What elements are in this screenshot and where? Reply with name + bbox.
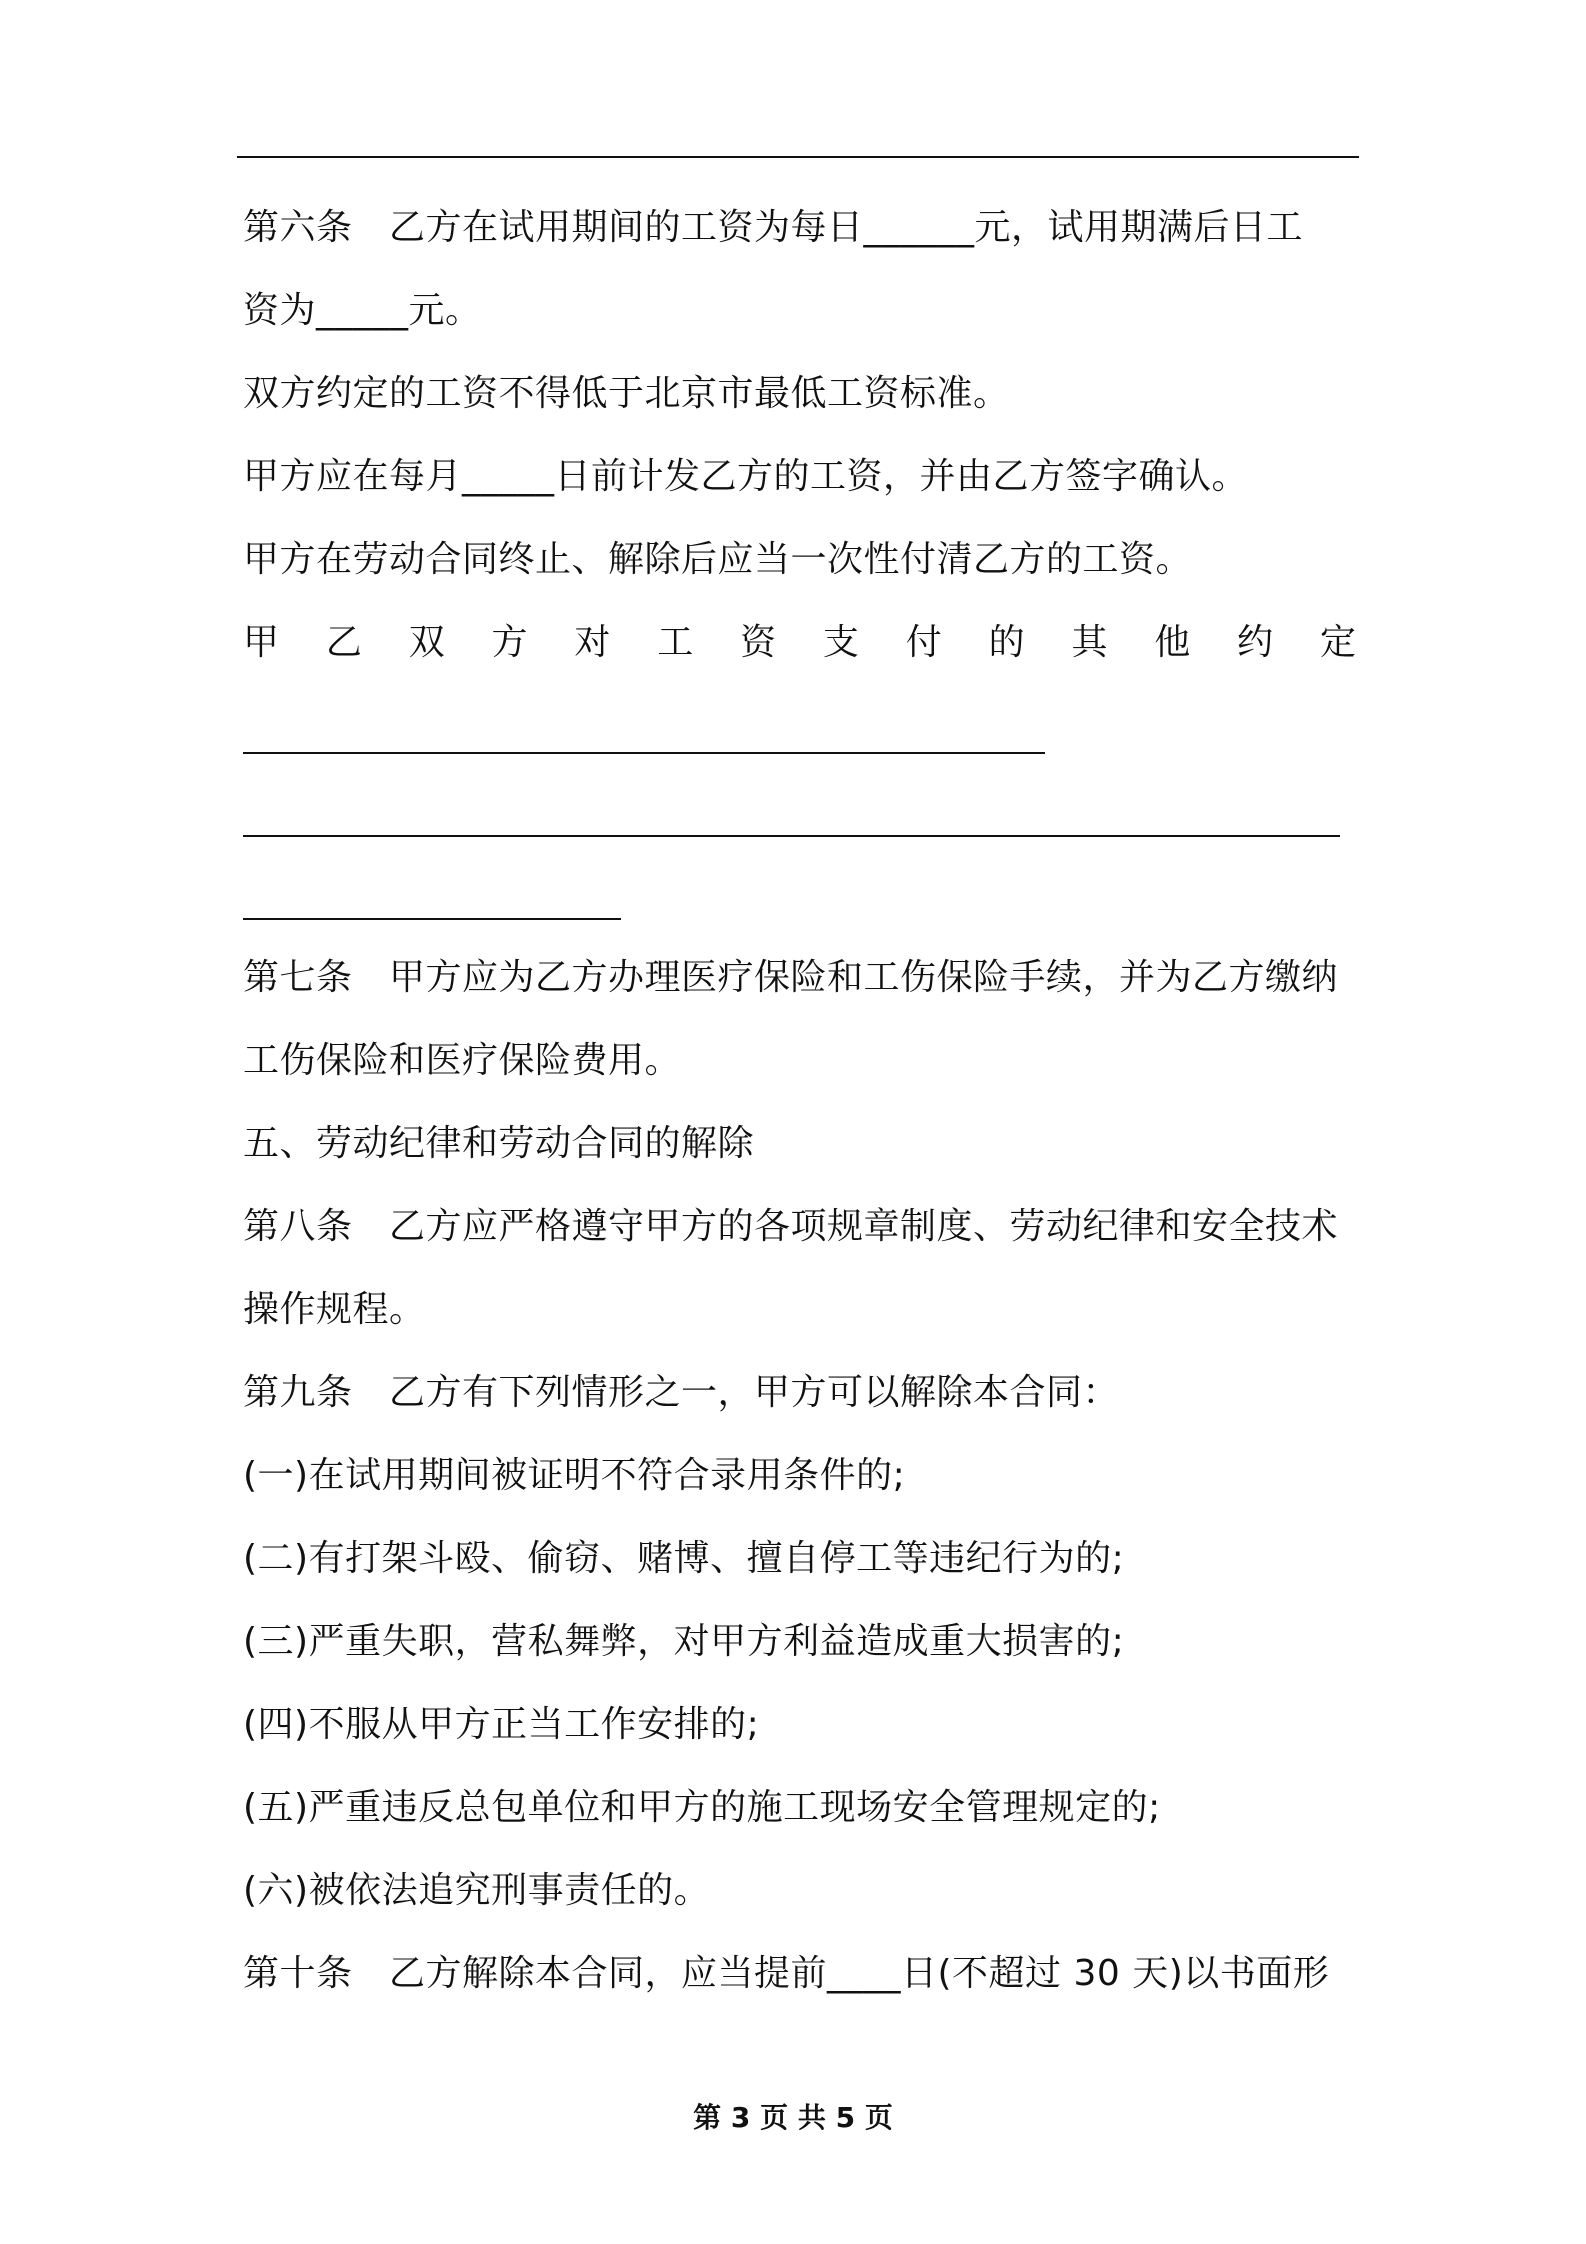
spread-char: 的 <box>988 622 1025 663</box>
article-7-line-2: 工伤保险和医疗保险费用。 <box>243 1040 682 1081</box>
spread-char: 双 <box>408 622 445 663</box>
fill-in-blank-line-1 <box>243 752 1045 754</box>
spread-char: 他 <box>1154 622 1191 663</box>
article-9-item-5: (五)严重违反总包单位和甲方的施工现场安全管理规定的; <box>243 1787 1161 1828</box>
spread-char: 工 <box>657 622 694 663</box>
article-6-line-2: 资为_____元。 <box>243 290 482 331</box>
article-6-line-1: 第六条 乙方在试用期间的工资为每日______元，试用期满后日工 <box>243 207 1304 248</box>
page-number-footer: 第 3 页 共 5 页 <box>693 2101 893 2134</box>
spread-char: 乙 <box>325 622 362 663</box>
section-5-heading: 五、劳动纪律和劳动合同的解除 <box>243 1123 755 1164</box>
wage-payday-line: 甲方应在每月_____日前计发乙方的工资，并由乙方签字确认。 <box>243 456 1249 497</box>
article-9-item-6: (六)被依法追究刑事责任的。 <box>243 1870 711 1911</box>
other-wage-agreement-line <box>243 621 1356 665</box>
article-7-line-1: 第七条 甲方应为乙方办理医疗保险和工伤保险手续，并为乙方缴纳 <box>243 957 1339 998</box>
article-9-intro: 第九条 乙方有下列情形之一，甲方可以解除本合同： <box>243 1372 1120 1413</box>
spread-char: 其 <box>1071 622 1108 663</box>
spread-char: 约 <box>1237 622 1274 663</box>
spread-char: 对 <box>574 622 611 663</box>
fill-in-blank-line-2 <box>243 835 1340 837</box>
wage-settlement-line: 甲方在劳动合同终止、解除后应当一次性付清乙方的工资。 <box>243 539 1193 580</box>
article-8-line-2: 操作规程。 <box>243 1289 426 1330</box>
spread-char: 资 <box>740 622 777 663</box>
article-10-line-1: 第十条 乙方解除本合同，应当提前____日(不超过 30 天)以书面形 <box>243 1953 1330 1994</box>
spread-char: 支 <box>822 622 859 663</box>
article-9-item-1: (一)在试用期间被证明不符合录用条件的; <box>243 1455 906 1496</box>
article-9-item-2: (二)有打架斗殴、偷窃、赌博、擅自停工等违纪行为的; <box>243 1538 1125 1579</box>
spread-char: 定 <box>1319 622 1356 663</box>
header-rule <box>237 156 1359 158</box>
spread-char: 甲 <box>243 622 280 663</box>
article-8-line-1: 第八条 乙方应严格遵守甲方的各项规章制度、劳动纪律和安全技术 <box>243 1206 1339 1247</box>
article-9-item-3: (三)严重失职，营私舞弊，对甲方利益造成重大损害的; <box>243 1621 1125 1662</box>
spread-char: 付 <box>905 622 942 663</box>
wage-minimum-line: 双方约定的工资不得低于北京市最低工资标准。 <box>243 373 1010 414</box>
spread-char: 方 <box>491 622 528 663</box>
fill-in-blank-line-3 <box>243 918 621 920</box>
article-9-item-4: (四)不服从甲方正当工作安排的; <box>243 1704 760 1745</box>
